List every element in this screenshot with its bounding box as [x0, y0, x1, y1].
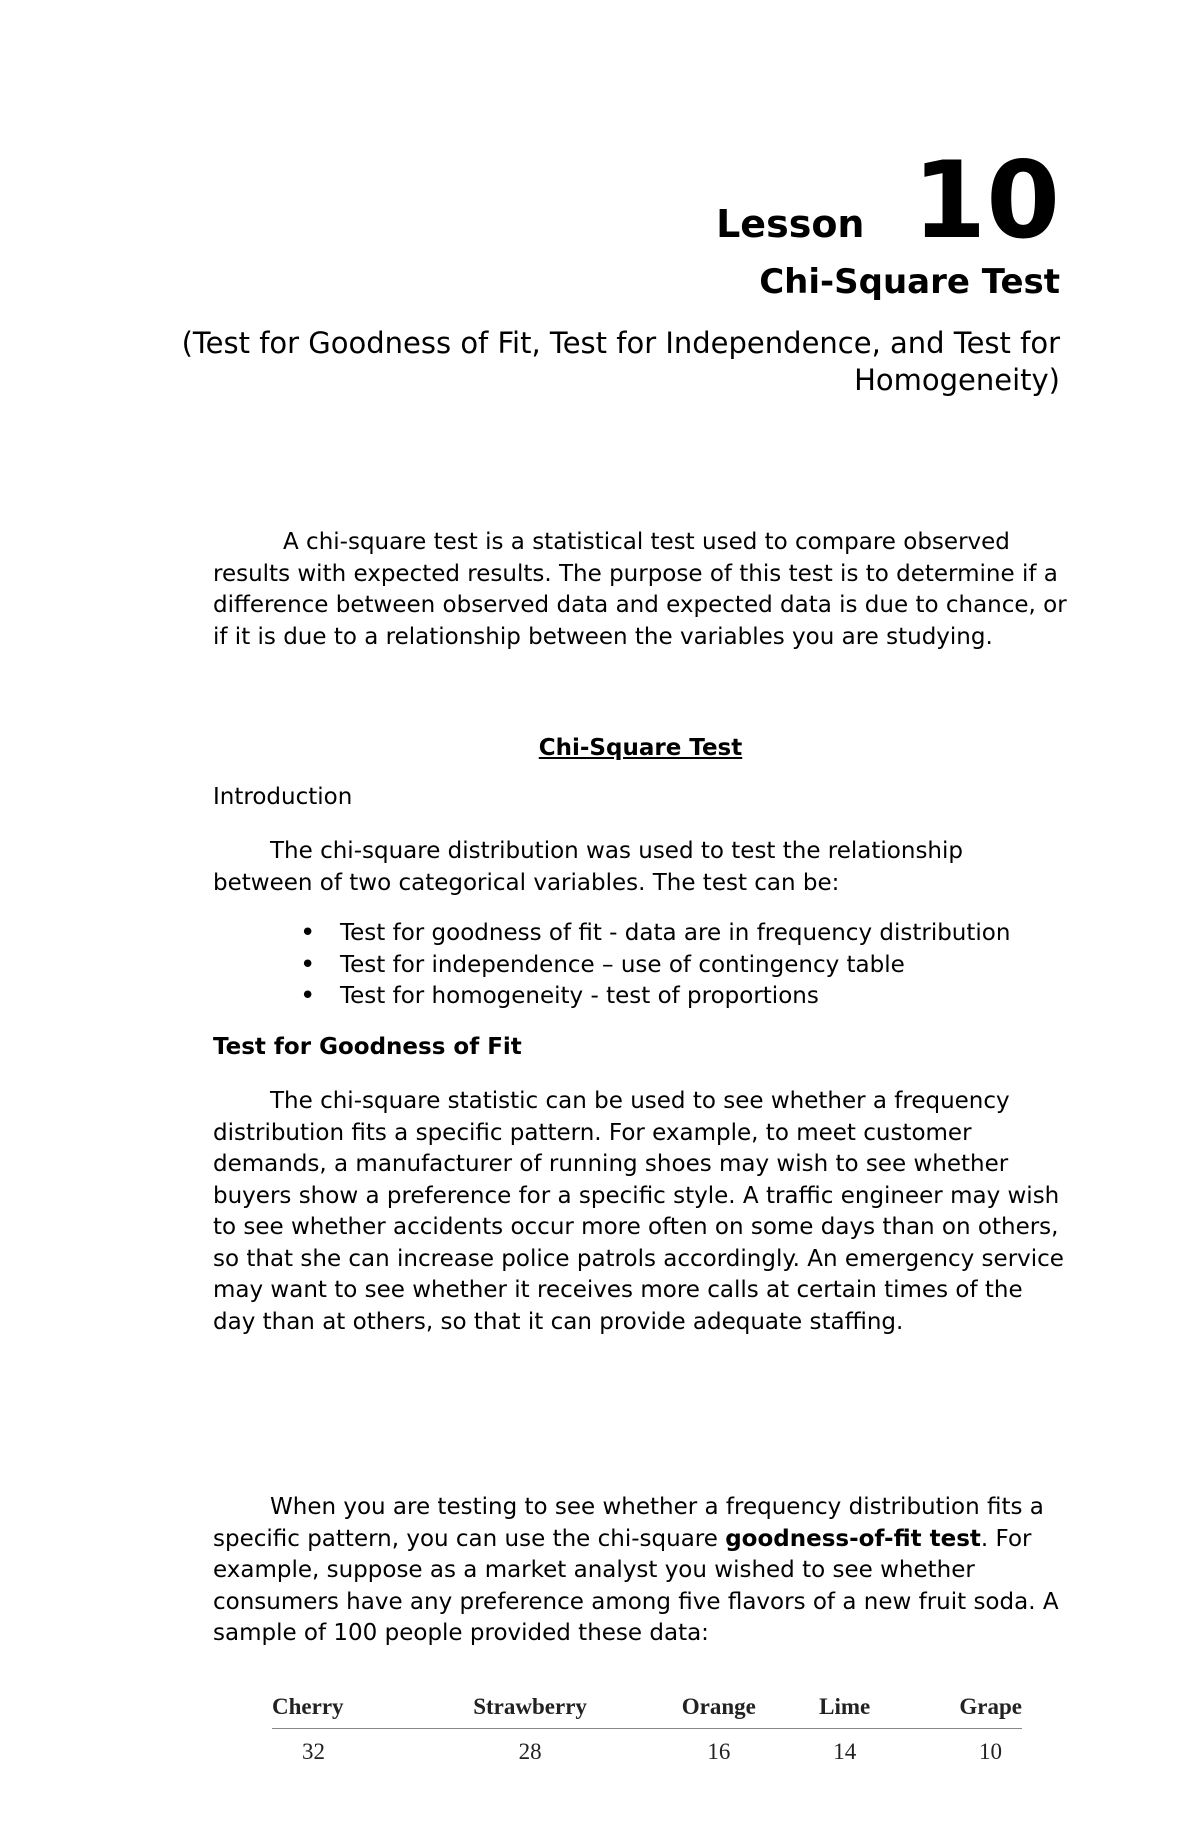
column-header-cherry: Cherry: [272, 1690, 416, 1729]
cell-orange: 16: [707, 1739, 731, 1764]
column-header-lime: Lime: [793, 1690, 896, 1729]
section-heading: Chi-Square Test: [538, 735, 743, 761]
cell-cherry: 32: [302, 1739, 325, 1764]
lesson-header: [716, 139, 1060, 262]
chapter-title: Chi-Square Test: [759, 262, 1060, 302]
column-header-grape: Grape: [896, 1690, 1022, 1729]
goodness-of-fit-paragraph: The chi-square statistic can be used to see whether a frequency distribution fits a specific pattern. For example, to meet customer demands, a manufacturer of running shoes may wish to see whether buyers show a preference for a specific style. A traffic engineer may wish to see whether accidents occur more often on some days than on others, so that she can increase police patrols accordingly. An emergency service may want to see whether it receives more calls at certain times of the day than at others, so that it can provide adequate staffing.: [213, 1088, 1064, 1335]
example-text-bold: goodness-of-fit test: [725, 1525, 981, 1552]
introduction-label: Introduction: [213, 784, 353, 810]
lesson-label: Lesson: [716, 202, 865, 246]
table-row: [272, 1729, 1022, 1766]
test-types-list: [300, 918, 1010, 1013]
cell-lime: 14: [833, 1739, 857, 1764]
list-item: • Test for independence – use of contingency table: [300, 950, 1010, 982]
chapter-subtitle: (Test for Goodness of Fit, Test for Independence, and Test for Homogeneity): [181, 326, 1060, 397]
list-item: • Test for goodness of fit - data are in frequency distribution: [300, 918, 1010, 950]
table-header-row: [272, 1690, 1022, 1729]
intro-paragraph: A chi-square test is a statistical test used to compare observed results with expected results. The purpose of this test is to determine if a difference between observed data and expected data is due to chance, or if it is due to a relationship between the variables you are studying.: [213, 529, 1067, 650]
lesson-number: 10: [912, 139, 1060, 262]
cell-grape: 10: [979, 1739, 1002, 1764]
column-header-strawberry: Strawberry: [416, 1690, 645, 1729]
example-text-end: . For example, suppose as a market analyst you wished to see whether consumers have any preference among five flavors of a new fruit soda. A sample of 100 people provided these data:: [213, 1525, 1059, 1646]
flavor-preference-table: [272, 1690, 1022, 1765]
cell-strawberry: 28: [518, 1739, 542, 1764]
list-item: • Test for homogeneity - test of proportions: [300, 981, 1010, 1013]
goodness-of-fit-heading: Test for Goodness of Fit: [213, 1034, 522, 1060]
introduction-paragraph: The chi-square distribution was used to test the relationship between of two categorical variables. The test can be:: [213, 838, 963, 896]
column-header-orange: Orange: [644, 1690, 793, 1729]
example-text-start: When you are testing to see whether a frequency distribution fits a specific pattern, you can use the chi-square: [213, 1494, 1044, 1552]
goodness-of-fit-example-paragraph: [213, 1492, 1068, 1650]
